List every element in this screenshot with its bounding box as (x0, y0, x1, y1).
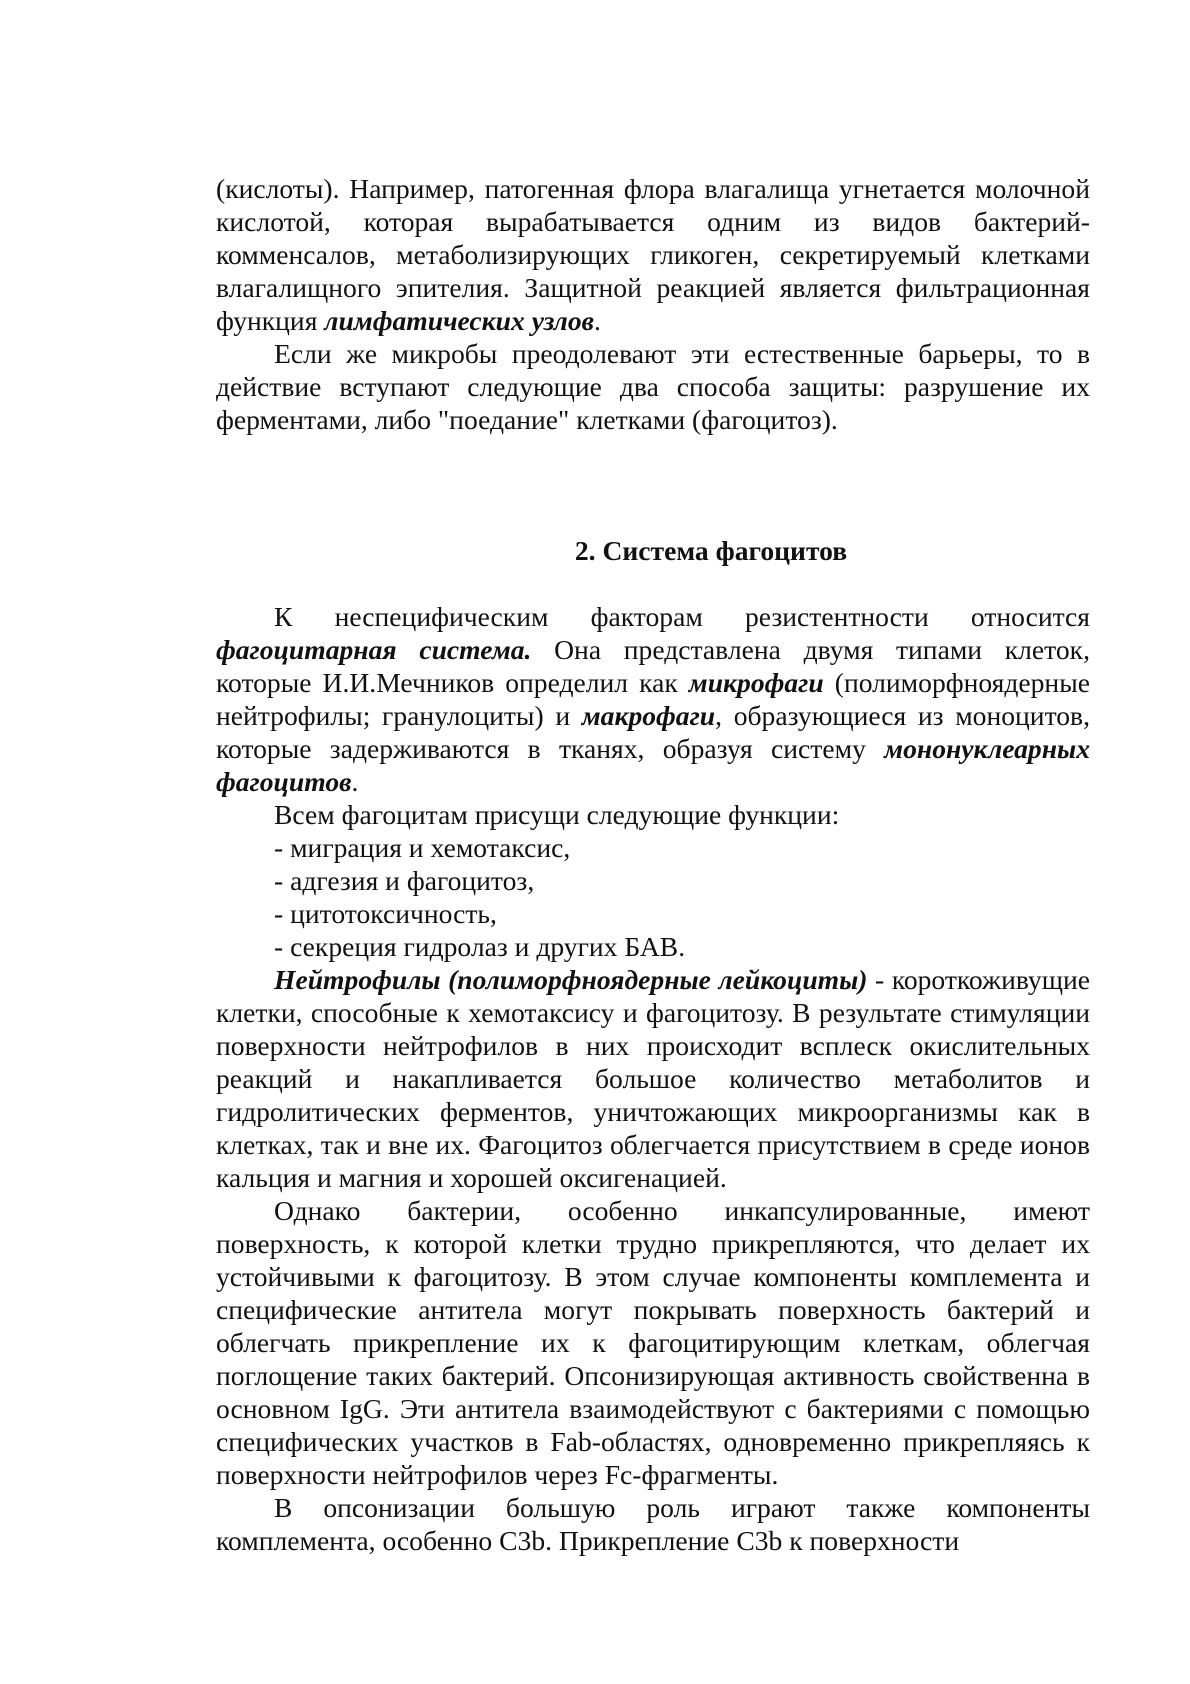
paragraph-text: Она представлена двумя типами клеток, которые И.И.Мечников определил как (216, 634, 1090, 698)
paragraph-text: . (593, 305, 601, 336)
document-page (216, 172, 1090, 1557)
emphasis-lymph-nodes: лимфатических узлов (324, 305, 594, 336)
paragraph-text: (полиморфноядерные нейтрофилы; гранулоциты) и (216, 667, 1090, 731)
paragraph-neutrophils (216, 963, 1090, 1194)
spacer (216, 436, 1090, 534)
paragraph-complement: В опсонизации большую роль играют также компоненты комплемента, особенно C3b. Прикрепление C3b к поверхности (216, 1492, 1090, 1556)
list-item: - секреция гидролаз и других БАВ. (274, 931, 686, 962)
section-heading: 2. Система фагоцитов (574, 535, 848, 566)
paragraph-text: К неспецифическим факторам резистентности относится (274, 601, 1090, 632)
emphasis-phagocytic-system: фагоцитарная система. (216, 634, 532, 665)
emphasis-mononuclear-phagocytes: мононуклеарных фагоцитов (216, 733, 1090, 797)
emphasis-macrophages: макрофаги (581, 700, 716, 731)
paragraph-barriers: Если же микробы преодолевают эти естественные барьеры, то в действие вступают следующие два способа защиты: разрушение их ферментами, либо "поедание" клетками (фагоцитоз). (216, 338, 1090, 435)
paragraph-text: (кислоты). Например, патогенная флора влагалища угнетается молочной кислотой, которая вырабатывается одним из видов бактерий-комменсалов, метаболизирующих гликоген, секретируемый клетками влагалищного эпителия. Защитной реакцией является фильтрационная функция (216, 173, 1090, 336)
paragraph-text: , образующиеся из моноцитов, которые задерживаются в тканях, образуя систему (216, 700, 1090, 764)
paragraph-text: . (351, 766, 359, 797)
paragraph-text: - короткоживущие клетки, способные к хемотаксису и фагоцитозу. В результате стимуляции поверхности нейтрофилов в них происходит всплеск окислительных реакций и накапливается большое количество метаболитов и гидролитических ферментов, уничтожающих микроорганизмы как в клетках, так и вне их. Фагоцитоз облегчается присутствием в среде ионов кальция и магния и хорошей оксигенацией. (216, 964, 1090, 1193)
paragraph-opsonization: Однако бактерии, особенно инкапсулированные, имеют поверхность, к которой клетки трудно прикрепляются, что делает их устойчивыми к фагоцитозу. В этом случае компоненты комплемента и специфические антитела могут покрывать поверхность бактерий и облегчать прикрепление их к фагоцитирующим клеткам, облегчая поглощение таких бактерий. Опсонизирующая активность свойственна в основном IgG. Эти антитела взаимодействуют с бактериями с помощью специфических участков в Fab-областях, одновременно прикрепляясь к поверхности нейтрофилов через Fc-фрагменты. (216, 1195, 1090, 1490)
emphasis-neutrophils: Нейтрофилы (полиморфноядерные лейкоциты) (274, 964, 868, 995)
list-item: - цитотоксичность, (274, 898, 497, 929)
spacer (216, 567, 1090, 600)
paragraph-acids (216, 172, 1090, 337)
paragraph-functions-intro: Всем фагоцитам присущи следующие функции: (274, 799, 840, 830)
paragraph-phagocytic-system (216, 600, 1090, 798)
list-item: - адгезия и фагоцитоз, (274, 865, 535, 896)
list-item: - миграция и хемотаксис, (274, 832, 571, 863)
emphasis-microphages: микрофаги (688, 667, 824, 698)
